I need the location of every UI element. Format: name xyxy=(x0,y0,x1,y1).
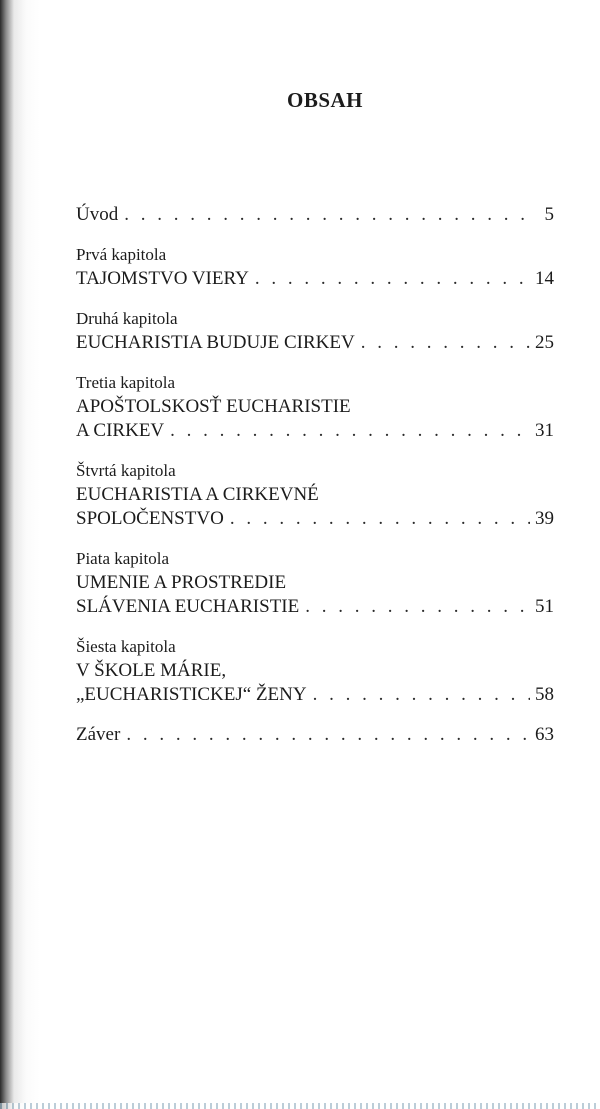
chapter-title: SPOLOČENSTVO xyxy=(76,508,224,529)
toc-heading-line xyxy=(76,419,554,443)
page-number: 31 xyxy=(535,420,554,441)
chapter-label: Piata kapitola xyxy=(76,549,170,568)
page-number: 14 xyxy=(535,268,554,289)
chapter-title: A CIRKEV xyxy=(76,420,165,441)
toc-heading-line xyxy=(76,203,554,227)
dot-leader xyxy=(361,331,530,355)
chapter-label: Druhá kapitola xyxy=(76,309,178,328)
toc-entry-zaver[interactable] xyxy=(76,723,554,747)
dot-leader xyxy=(313,683,530,707)
toc-heading: Úvod xyxy=(76,204,119,225)
chapter-title: SLÁVENIA EUCHARISTIE xyxy=(76,596,300,617)
dot-leader xyxy=(230,507,530,531)
chapter-title: TAJOMSTVO VIERY xyxy=(76,268,249,289)
page-number: 58 xyxy=(535,684,554,705)
toc-heading: Záver xyxy=(76,724,121,745)
page-number: 63 xyxy=(535,724,554,745)
toc-entry-uvod[interactable] xyxy=(76,203,554,227)
chapter-title: „EUCHARISTICKEJ“ ŽENY xyxy=(76,684,307,705)
page-bottom-edge xyxy=(0,1103,600,1109)
chapter-title-line: V ŠKOLE MÁRIE, xyxy=(76,660,227,681)
toc-entry-chapter-5[interactable] xyxy=(76,547,554,619)
chapter-title-line: APOŠTOLSKOSŤ EUCHARISTIE xyxy=(76,396,351,417)
chapter-label: Tretia kapitola xyxy=(76,373,175,392)
toc-heading-line xyxy=(76,595,554,619)
toc-entry-chapter-2[interactable] xyxy=(76,307,554,355)
chapter-title-line: EUCHARISTIA A CIRKEVNÉ xyxy=(76,484,319,505)
table-of-contents xyxy=(76,203,554,747)
toc-heading-line xyxy=(76,507,554,531)
toc-entry-chapter-4[interactable] xyxy=(76,459,554,531)
chapter-label: Prvá kapitola xyxy=(76,245,167,264)
chapter-title: EUCHARISTIA BUDUJE CIRKEV xyxy=(76,332,355,353)
page-title: OBSAH xyxy=(286,88,364,112)
chapter-label: Šiesta kapitola xyxy=(76,637,176,656)
toc-heading-line xyxy=(76,723,554,747)
dot-leader xyxy=(126,723,530,747)
page-number: 51 xyxy=(535,596,554,617)
dot-leader xyxy=(255,267,530,291)
toc-heading-line xyxy=(76,331,554,355)
dot-leader xyxy=(170,419,530,443)
chapter-title-line: UMENIE A PROSTREDIE xyxy=(76,572,287,593)
toc-entry-chapter-3[interactable] xyxy=(76,371,554,443)
toc-heading-line xyxy=(76,267,554,291)
toc-entry-chapter-6[interactable] xyxy=(76,635,554,707)
dot-leader xyxy=(305,595,530,619)
page-number: 5 xyxy=(544,204,554,225)
toc-entry-chapter-1[interactable] xyxy=(76,243,554,291)
toc-heading-line xyxy=(76,683,554,707)
chapter-label: Štvrtá kapitola xyxy=(76,461,176,480)
page-number: 25 xyxy=(535,332,554,353)
dot-leader xyxy=(124,203,530,227)
page-number: 39 xyxy=(535,508,554,529)
